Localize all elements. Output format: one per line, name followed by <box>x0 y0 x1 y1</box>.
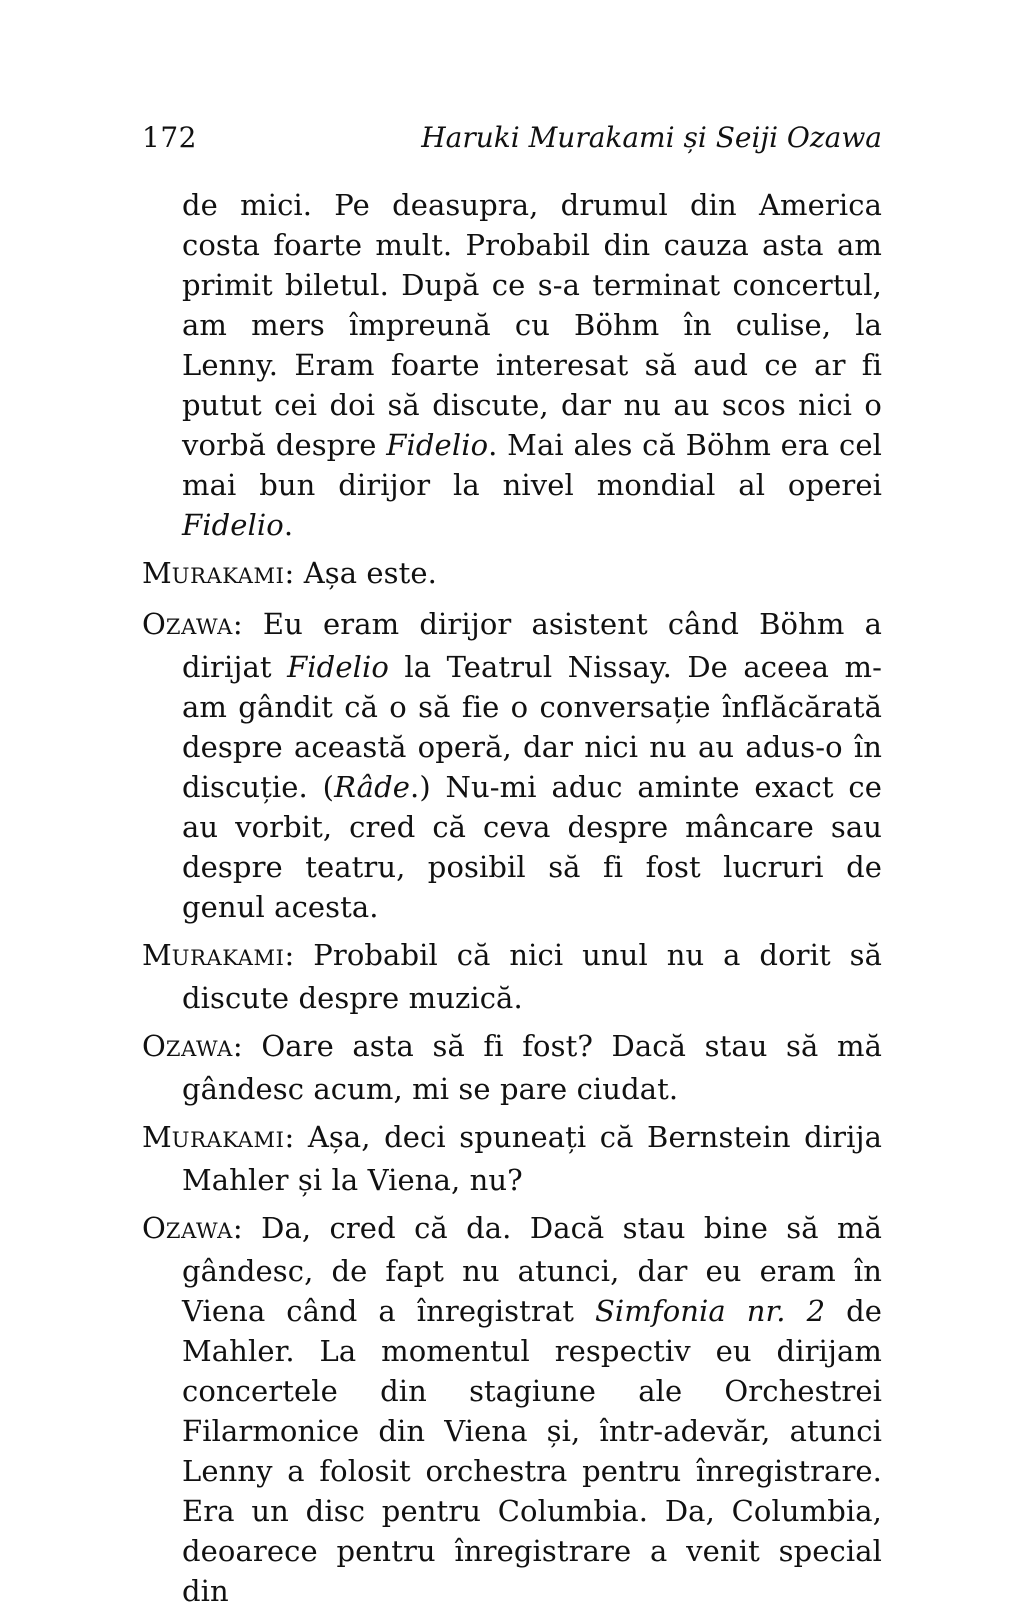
speaker-name: MURAKAMI <box>142 1120 285 1154</box>
dialogue-paragraph: MURAKAMI: Așa, deci spuneați că Bernstein dirija Mahler și la Viena, nu? <box>142 1120 882 1197</box>
running-header <box>142 121 882 155</box>
continuation-paragraph: de mici. Pe deasupra, drumul din America costa foarte mult. Probabil din cauza asta am primit biletul. După ce s-a terminat concertul, am mers împreună cu Böhm în culise, la Lenny. Eram foarte interesat să aud ce ar fi putut cei doi să discute, dar nu au scos nici o vorbă despre Fidelio. Mai ales că Böhm era cel mai bun dirijor la nivel mondial al operei Fidelio. <box>182 188 882 542</box>
speaker-name: OZAWA <box>142 607 233 641</box>
dialogue-text-block <box>142 185 882 1611</box>
dialogue-paragraph: OZAWA: Da, cred că da. Dacă stau bine să mă gândesc, de fapt nu atunci, dar eu eram în Viena când a înregistrat Simfonia nr. 2 de Mahler. La momentul respectiv eu dirijam concertele din stagiune ale Orchestrei Filarmonice din Viena și, într-adevăr, atunci Lenny a folosit orchestra pentru înregistrare. Era un disc pentru Columbia. Da, Columbia, deoarece pentru înregistrare a venit special din <box>142 1211 882 1608</box>
speaker-name: OZAWA <box>142 1029 233 1063</box>
running-title: Haruki Murakami și Seiji Ozawa <box>421 121 882 154</box>
speaker-name: MURAKAMI <box>142 938 285 972</box>
dialogue-paragraph: OZAWA: Oare asta să fi fost? Dacă stau să mă gândesc acum, mi se pare ciudat. <box>142 1029 882 1106</box>
italic-title: Simfonia nr. 2 <box>594 1294 826 1328</box>
italic-title: Fidelio <box>287 650 389 684</box>
italic-title: Fidelio <box>182 508 284 542</box>
italic-title: Fidelio <box>386 428 489 462</box>
speaker-name: OZAWA <box>142 1211 233 1245</box>
page-number: 172 <box>142 121 197 154</box>
dialogue-paragraph: MURAKAMI: Așa este. <box>142 556 437 590</box>
dialogue-paragraph: MURAKAMI: Probabil că nici unul nu a dorit să discute despre muzică. <box>142 938 882 1015</box>
italic-title: Râde <box>334 770 410 804</box>
dialogue-paragraph: OZAWA: Eu eram dirijor asistent când Böhm a dirijat Fidelio la Teatrul Nissay. De aceea m-am gândit că o să fie o conversație înflăcărată despre această operă, dar nici nu au adus-o în discuție. (Râde.) Nu-mi aduc aminte exact ce au vorbit, cred că ceva despre mâncare sau despre teatru, posibil să fi fost lucruri de genul acesta. <box>142 607 882 924</box>
speaker-name: MURAKAMI <box>142 556 285 590</box>
